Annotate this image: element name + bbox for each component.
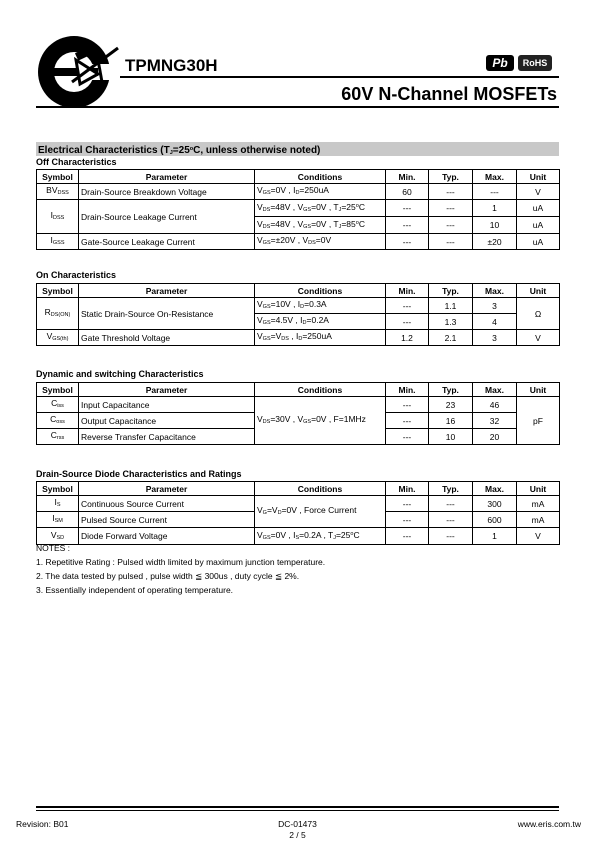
note-2: 2. The data tested by pulsed , pulse width ≦ 300us , duty cycle ≦ 2%.	[36, 571, 300, 581]
conditions-cell: $V_{GS}=4.5V$ , $I_D=0.2A$	[255, 314, 386, 330]
conditions-cell: $V_{GS}=V_{DS}$ , $I_D=250uA$	[255, 330, 386, 346]
on-characteristics-title: On Characteristics	[36, 270, 117, 280]
table-row: $C_{rss}$ Reverse Transfer Capacitance --- 10 20	[37, 429, 560, 445]
symbol-cell: $I_{GSS}$	[37, 234, 79, 250]
page-number: 2 / 5	[289, 830, 306, 840]
table-header-row: Symbol Parameter Conditions Min. Typ. Max. Unit	[37, 284, 560, 298]
symbol-cell: $C_{oss}$	[37, 413, 79, 429]
symbol-cell: $I_S$	[37, 496, 79, 512]
dynamic-characteristics-table	[36, 382, 560, 445]
table-header-row: Symbol Parameter Conditions Min. Typ. Max. Unit	[37, 170, 560, 184]
conditions-cell: $V_{DS}=48V$ , $V_{GS}=0V$ , $T_J=85^oC$	[255, 217, 386, 234]
table-row: $I_{GSS}$ Gate-Source Leakage Current $V_{GS}=\pm 20V$ , $V_{DS}=0V$ --- --- ±20 uA	[37, 234, 560, 250]
table-row: $R_{DS(ON)}$ Static Drain-Source On-Resistance $V_{GS}=10V$ , $I_D=0.3A$ --- 1.1 3 Ω	[37, 298, 560, 314]
parameter-cell: Drain-Source Leakage Current	[79, 200, 255, 234]
symbol-cell: $V_{GS(th)}$	[37, 330, 79, 346]
part-number: TPMNG30H	[125, 56, 218, 75]
symbol-cell: $V_{SD}$	[37, 528, 79, 545]
table-row: $V_{GS}=4.5V$ , $I_D=0.2A$ --- 1.3 4	[37, 314, 560, 330]
footer-rule-2	[36, 810, 559, 811]
parameter-cell: Gate-Source Leakage Current	[79, 234, 255, 250]
table-row: $C_{iss}$ Input Capacitance $V_{DS}=30V$ , $V_{GS}=0V$ , F=1MHz --- 23 46 pF	[37, 397, 560, 413]
pb-free-badge: Pb	[486, 55, 514, 71]
parameter-cell: Pulsed Source Current	[79, 512, 255, 528]
header-rule-2	[36, 106, 559, 108]
notes-heading: NOTES :	[36, 543, 71, 553]
table-row: $I_{DSS}$ Drain-Source Leakage Current $V_{DS}=48V$ , $V_{GS}=0V$ , $T_J=25^oC$ --- --- 1 uA	[37, 200, 560, 217]
note-1: 1. Repetitive Rating : Pulsed width limited by maximum junction temperature.	[36, 557, 326, 567]
conditions-cell: $V_{GS}=0V$ , $I_S=0.2A$ , $T_J=25^oC$	[255, 528, 386, 545]
table-row: $V_{SD}$ Diode Forward Voltage $V_{GS}=0V$ , $I_S=0.2A$ , $T_J=25^oC$ --- --- 1 V	[37, 528, 560, 545]
conditions-cell: $V_{GS}=10V$ , $I_D=0.3A$	[255, 298, 386, 314]
diode-characteristics-table	[36, 481, 560, 545]
diode-characteristics-title: Drain-Source Diode Characteristics and Ratings	[36, 469, 242, 479]
table-row: $BV_{DSS}$ Drain-Source Breakdown Voltage $V_{GS}=0V$ , $I_D=250uA$ 60 --- --- V	[37, 184, 560, 200]
symbol-cell: $I_{DSS}$	[37, 200, 79, 234]
company-logo	[36, 34, 122, 110]
header-rule	[120, 76, 559, 78]
document-code: DC-01473	[278, 819, 317, 829]
symbol-cell: $I_{SM}$	[37, 512, 79, 528]
website-link[interactable]: www.eris.com.tw	[517, 819, 581, 829]
table-row: $I_S$ Continuous Source Current $V_G=V_D=0V$ , Force Current --- --- 300 mA	[37, 496, 560, 512]
parameter-cell: Static Drain-Source On-Resistance	[79, 298, 255, 330]
conditions-cell: $V_G=V_D=0V$ , Force Current	[255, 496, 386, 528]
symbol-cell: $BV_{DSS}$	[37, 184, 79, 200]
table-row: $I_{SM}$ Pulsed Source Current --- --- 600 mA	[37, 512, 560, 528]
document-subtitle: 60V N-Channel MOSFETs	[341, 84, 557, 104]
symbol-cell: $C_{iss}$	[37, 397, 79, 413]
parameter-cell: Output Capacitance	[79, 413, 255, 429]
conditions-cell: $V_{GS}=0V$ , $I_D=250uA$	[255, 184, 386, 200]
parameter-cell: Gate Threshold Voltage	[79, 330, 255, 346]
table-header-row: Symbol Parameter Conditions Min. Typ. Max. Unit	[37, 383, 560, 397]
table-header-row: Symbol Parameter Conditions Min. Typ. Max. Unit	[37, 482, 560, 496]
table-row: $V_{GS(th)}$ Gate Threshold Voltage $V_{GS}=V_{DS}$ , $I_D=250uA$ 1.2 2.1 3 V	[37, 330, 560, 346]
off-characteristics-title: Off Characteristics	[36, 157, 117, 167]
revision-label: Revision: B01	[16, 819, 69, 829]
notes-block	[36, 541, 325, 597]
off-characteristics-table	[36, 169, 560, 250]
on-characteristics-table	[36, 283, 560, 346]
parameter-cell: Reverse Transfer Capacitance	[79, 429, 255, 445]
section-heading: Electrical Characteristics ($T_J=25^oC$, unless otherwise noted)	[36, 142, 559, 156]
symbol-cell: $C_{rss}$	[37, 429, 79, 445]
conditions-cell: $V_{GS}=\pm 20V$ , $V_{DS}=0V$	[255, 234, 386, 250]
conditions-cell: $V_{DS}=48V$ , $V_{GS}=0V$ , $T_J=25^oC$	[255, 200, 386, 217]
parameter-cell: Diode Forward Voltage	[79, 528, 255, 545]
conditions-cell: $V_{DS}=30V$ , $V_{GS}=0V$ , F=1MHz	[255, 397, 386, 445]
table-row: $V_{DS}=48V$ , $V_{GS}=0V$ , $T_J=85^oC$ --- --- 10 uA	[37, 217, 560, 234]
rohs-badge: RoHS	[518, 55, 552, 71]
parameter-cell: Input Capacitance	[79, 397, 255, 413]
dynamic-characteristics-title: Dynamic and switching Characteristics	[36, 369, 204, 379]
table-row: $C_{oss}$ Output Capacitance --- 16 32	[37, 413, 560, 429]
symbol-cell: $R_{DS(ON)}$	[37, 298, 79, 330]
parameter-cell: Drain-Source Breakdown Voltage	[79, 184, 255, 200]
footer-rule	[36, 806, 559, 808]
note-3: 3. Essentially independent of operating temperature.	[36, 585, 234, 595]
parameter-cell: Continuous Source Current	[79, 496, 255, 512]
